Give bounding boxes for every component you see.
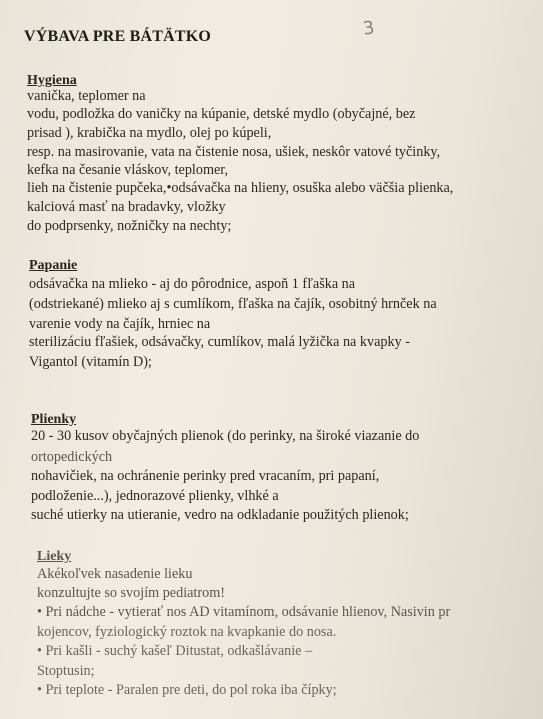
text-line: nohavičiek, na ochránenie perinky pred vracaním, pri papaní, [31,468,380,484]
text-line: • Pri teplote - Paralen pre deti, do pol roka iba čípky; [37,682,337,698]
text-line: • Pri nádche - vytierať nos AD vitamínom, odsávanie hlienov, Nasivin pr [37,604,451,620]
text-line: kojencov, fyziologický roztok na kvapkanie do nosa. [37,624,337,640]
text-line: 20 - 30 kusov obyčajných plienok (do perinky, na široké viazanie do [31,428,420,444]
document-title: VÝBAVA PRE BÁTÄTKO [24,28,212,45]
text-line: suché utierky na utieranie, vedro na odkladanie použitých plienok; [31,507,409,523]
text-line: do podprsenky, nožničky na nechty; [27,218,232,234]
text-line: lieh na čistenie pupčeka,•odsávačka na hlieny, osuška alebo väčšia plienka, [27,180,454,196]
text-line: podloženie...), jednorazové plienky, vlhké a [31,488,279,504]
text-line: Stoptusin; [37,663,95,679]
text-line: • Pri kašli - suchý kašeľ Ditustat, odkašlávanie – [37,643,313,659]
section-heading-lieky: Lieky [37,549,72,564]
text-line: prisad ), krabička na mydlo, olej po kúpeli, [27,125,272,141]
text-line: kalciová masť na bradavky, vložky [27,199,226,215]
section-heading-plienky: Plienky [31,412,77,427]
text-line: konzultujte so svojím pediatrom! [37,585,225,601]
text-line: Akékoľvek nasadenie lieku [37,566,193,582]
page-number: 3 [361,17,376,40]
section-heading-papanie: Papanie [29,258,78,273]
text-line: varenie vody na čajík, hrniec na [29,316,211,332]
text-line: vodu, podložka do vaničky na kúpanie, detské mydlo (obyčajné, bez [27,106,416,122]
text-line: resp. na masirovanie, vata na čistenie nosa, ušiek, neskôr vatové tyčinky, [27,144,441,160]
text-line: ortopedických [31,449,113,465]
text-line: vanička, teplomer na [27,88,146,104]
text-line: sterilizáciu fľašiek, odsávačky, cumlíkov, malá lyžička na kvapky - [29,334,410,350]
section-heading-hygiena: Hygiena [27,73,77,88]
text-line: Vigantol (vitamín D); [29,354,152,370]
text-line: kefka na česanie vláskov, teplomer, [27,162,228,178]
text-line: (odstriekané) mlieko aj s cumlíkom, fľaška na čajík, osobitný hrnček na [29,296,437,312]
text-line: odsávačka na mlieko - aj do pôrodnice, aspoň 1 fľaška na [29,276,356,292]
